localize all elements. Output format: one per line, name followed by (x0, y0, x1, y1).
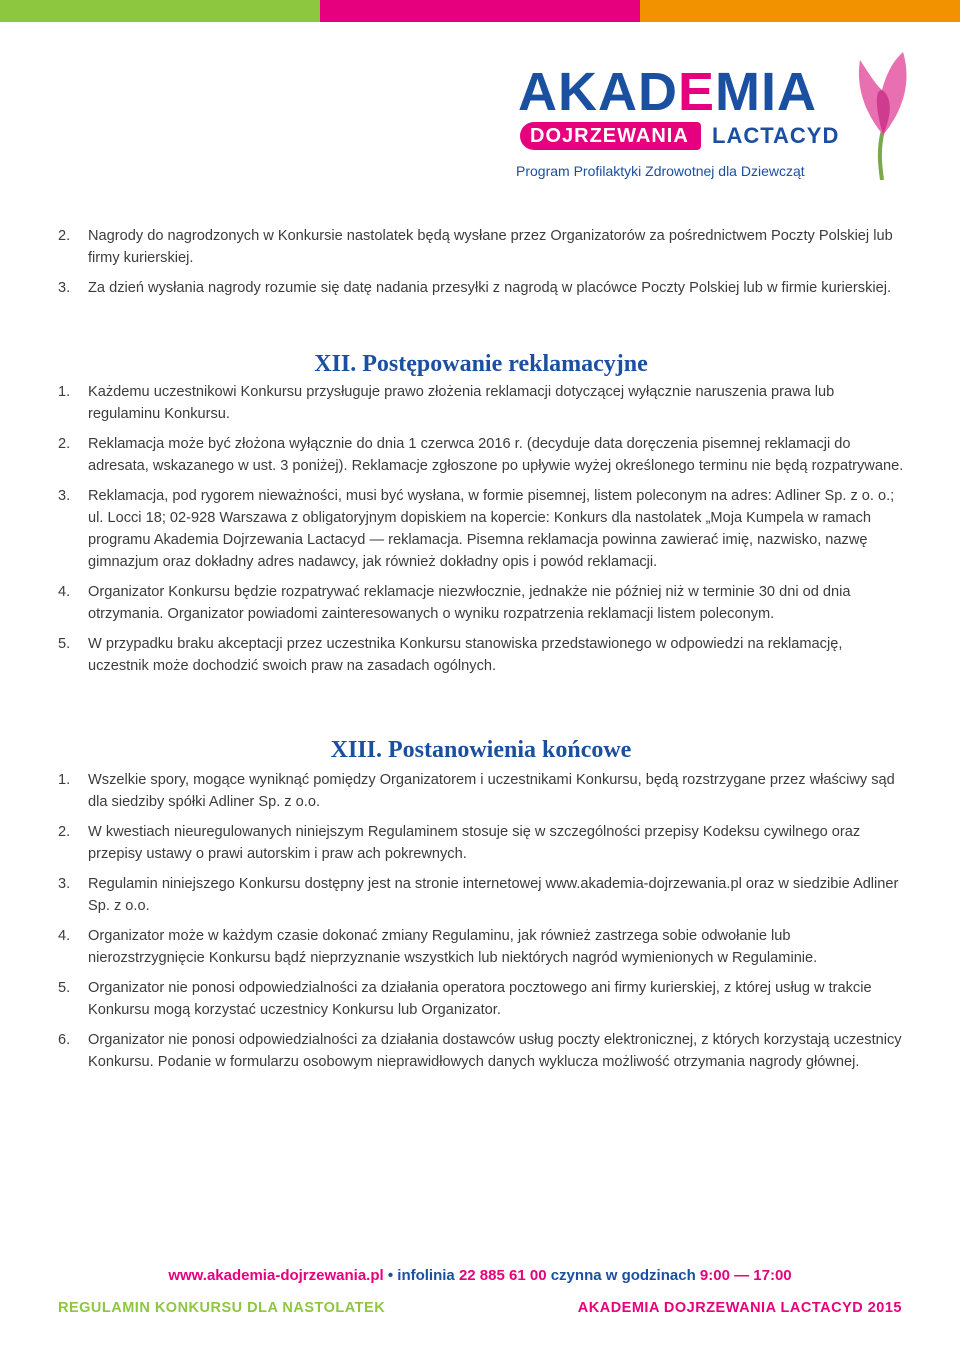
bullet: • (387, 1267, 394, 1284)
color-bar-pink (320, 0, 640, 22)
item-text: W kwestiach nieuregulowanych niniejszym Regulaminem stosuje się w szczególności przepisy Kodeksu cywilnego oraz przepisy ustawy o prawi autorskim i praw ach pokrewnych. (88, 824, 861, 862)
item-number: 2. (58, 228, 71, 244)
color-bar-green (0, 0, 320, 22)
item-number: 2. (58, 436, 71, 452)
list-item (58, 485, 904, 573)
hours-label: czynna w godzinach (550, 1267, 696, 1284)
item-text: Reklamacja, pod rygorem nieważności, musi być wysłana, w formie pisemnej, listem poleconym na adres: Adliner Sp. z o. o.; ul. Locci 18; 02-928 Warszawa z obligatoryjnym dopiskiem na kopercie: Konkurs dla nastolatek „Moja Kumpela w ramach programu Akademia Dojrzewania Lactacyd — reklamacja. Pisemna reklamacja powinna zawierać imię, nazwisko, nazwę gimnazjum oraz dokładny adres nadawcy, jak również dokładny opis i powód reklamacji. (88, 488, 895, 570)
color-bar-orange (640, 0, 960, 22)
color-bar (0, 0, 960, 22)
list-item (58, 977, 904, 1021)
item-number: 3. (58, 280, 71, 296)
section-12-title: XII. Postępowanie reklamacyjne (314, 351, 648, 377)
item-number: 5. (58, 636, 71, 652)
list-item (58, 633, 904, 677)
item-text: Reklamacja może być złożona wyłącznie do dnia 1 czerwca 2016 r. (decyduje data doręczenia pisemnej reklamacji do adresata, wskazanego w ust. 3 poniżej). Reklamacje zgłoszone po upływie wyżej określonego terminu nie będą rozpatrywane. (88, 436, 904, 474)
item-number: 5. (58, 980, 71, 996)
item-text: Organizator nie ponosi odpowiedzialności za działania dostawców usług poczty elektronicznej, z których korzystają uczestnicy Konkursu. Podanie w formularzu osobowym nieprawidłowych danych wyklucza możliwość otrzymania nagrody głównej. (88, 1032, 902, 1070)
item-number: 1. (58, 384, 71, 400)
footer-left: REGULAMIN KONKURSU DLA NASTOLATEK (58, 1300, 386, 1316)
item-text: Za dzień wysłania nagrody rozumie się datę nadania przesyłki z nagrodą w placówce Poczty Polskiej lub w firmie kurierskiej. (88, 280, 892, 296)
item-text: Nagrody do nagrodzonych w Konkursie nastolatek będą wysłane przez Organizatorów za pośrednictwem Poczty Polskiej lub firmy kurierskiej. (88, 228, 893, 266)
section-13-list (58, 769, 904, 1073)
list-item (58, 821, 904, 865)
tagline: Program Profilaktyki Zdrowotnej dla Dziewcząt (516, 163, 805, 179)
infolinia-label: infolinia (397, 1267, 455, 1284)
section-12-list (58, 381, 904, 677)
list-item (58, 769, 904, 813)
footer-contact (0, 1267, 960, 1284)
item-number: 2. (58, 824, 71, 840)
list-item (58, 381, 904, 425)
item-number: 1. (58, 772, 71, 788)
item-number: 4. (58, 928, 71, 944)
list-item (58, 277, 904, 299)
list-item (58, 925, 904, 969)
item-text: Organizator może w każdym czasie dokonać zmiany Regulaminu, jak również zastrzega sobie odwołanie lub nierozstrzygnięcie Konkursu bądź nieprzyznanie wszystkich lub niektórych nagród wymienionych w Regulaminie. (88, 928, 818, 966)
list-item (58, 433, 904, 477)
intro-list (58, 225, 904, 299)
list-item (58, 581, 904, 625)
tulip-icon (848, 50, 918, 180)
item-number: 3. (58, 488, 71, 504)
item-number: 3. (58, 876, 71, 892)
phone: 22 885 61 00 (458, 1267, 547, 1284)
list-item (58, 225, 904, 269)
document-body (58, 225, 904, 1081)
list-item (58, 1029, 904, 1073)
logo-lactacyd: LACTACYD (712, 123, 840, 148)
hours: 9:00 — 17:00 (699, 1267, 792, 1284)
logo-banner: DOJRZEWANIA (520, 122, 701, 150)
item-text: Każdemu uczestnikowi Konkursu przysługuje prawo złożenia reklamacji dotyczącej wyłącznie naruszenia prawa lub regulaminu Konkursu. (88, 384, 835, 422)
section-13-title: XIII. Postanowienia końcowe (330, 737, 632, 763)
item-number: 4. (58, 584, 71, 600)
item-text: W przypadku braku akceptacji przez uczestnika Konkursu stanowiska przedstawionego w odpowiedzi na reklamację, uczestnik może dochodzić swoich praw na zasadach ogólnych. (88, 636, 843, 674)
item-text: Regulamin niniejszego Konkursu dostępny jest na stronie internetowej www.akademia-dojrzewania.pl oraz w siedzibie Adliner Sp. z o.o. (88, 876, 899, 914)
item-text: Organizator Konkursu będzie rozpatrywać reklamacje niezwłocznie, jednakże nie później niż w terminie 30 dni od dnia otrzymania. Organizator powiadomi zainteresowanych o wyniku rozpatrzenia reklamacji listem poleconym. (88, 584, 851, 622)
item-text: Wszelkie spory, mogące wyniknąć pomiędzy Organizatorem i uczestnikami Konkursu, będą rozstrzygane przez właściwy sąd dla siedziby spółki Adliner Sp. z o.o. (88, 772, 895, 810)
footer-right: AKADEMIA DOJRZEWANIA LACTACYD 2015 (577, 1300, 902, 1316)
website-link[interactable]: www.akademia-dojrzewania.pl (168, 1267, 384, 1284)
list-item (58, 873, 904, 917)
item-number: 6. (58, 1032, 71, 1048)
item-text: Organizator nie ponosi odpowiedzialności za działania operatora pocztowego ani firmy kurierskiej, z której usług w trakcie Konkursu mogą korzystać uczestnicy Konkursu lub Organizator. (88, 980, 872, 1018)
logo-akademia: AKADEMIA (518, 62, 818, 122)
